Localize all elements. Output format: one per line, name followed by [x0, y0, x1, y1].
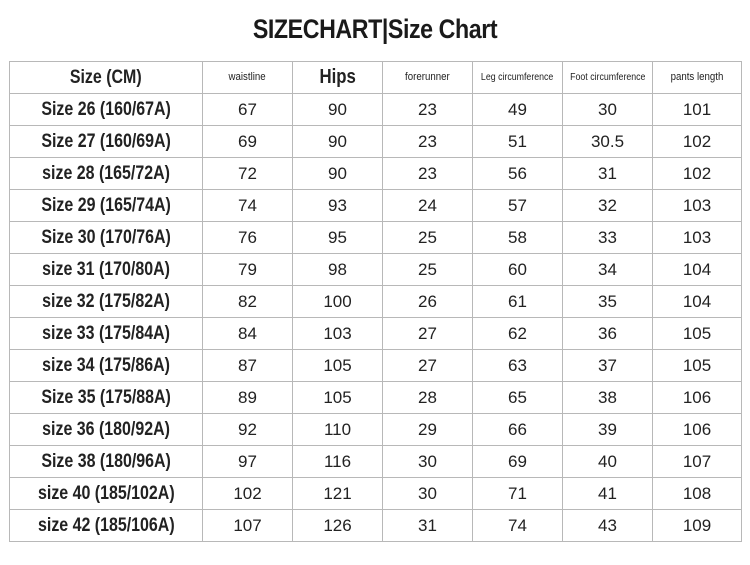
cell-waistline: 82: [203, 286, 293, 318]
cell-hips: 110: [293, 414, 383, 446]
table-row: [10, 222, 742, 254]
cell-forerunner: 26: [383, 286, 473, 318]
table-row: [10, 478, 742, 510]
cell-leg-circumference: 57: [473, 190, 563, 222]
table-body: [10, 94, 742, 542]
cell-forerunner: 27: [383, 350, 473, 382]
cell-size: size 31 (170/80A): [10, 254, 203, 286]
table-row: [10, 254, 742, 286]
cell-foot-circumference: 33: [563, 222, 653, 254]
cell-waistline: 97: [203, 446, 293, 478]
table-row: [10, 350, 742, 382]
cell-pants-length: 108: [653, 478, 742, 510]
cell-size: Size 35 (175/88A): [10, 382, 203, 414]
cell-waistline: 84: [203, 318, 293, 350]
cell-pants-length: 101: [653, 94, 742, 126]
cell-foot-circumference: 38: [563, 382, 653, 414]
page-title: SIZECHART|Size Chart: [252, 14, 498, 44]
cell-waistline: 102: [203, 478, 293, 510]
cell-size: size 33 (175/84A): [10, 318, 203, 350]
cell-waistline: 79: [203, 254, 293, 286]
cell-forerunner: 25: [383, 254, 473, 286]
header-waistline: waistline: [203, 62, 293, 94]
header-size: Size (CM): [10, 62, 203, 94]
cell-foot-circumference: 43: [563, 510, 653, 542]
cell-pants-length: 102: [653, 158, 742, 190]
table-row: [10, 446, 742, 478]
cell-leg-circumference: 58: [473, 222, 563, 254]
cell-size: size 36 (180/92A): [10, 414, 203, 446]
table-row: [10, 510, 742, 542]
table-row: [10, 382, 742, 414]
cell-pants-length: 103: [653, 222, 742, 254]
header-hips: Hips: [293, 62, 383, 94]
header-forerunner: forerunner: [383, 62, 473, 94]
cell-foot-circumference: 35: [563, 286, 653, 318]
table-row: [10, 414, 742, 446]
cell-hips: 103: [293, 318, 383, 350]
cell-foot-circumference: 34: [563, 254, 653, 286]
cell-size: size 32 (175/82A): [10, 286, 203, 318]
cell-pants-length: 106: [653, 382, 742, 414]
cell-leg-circumference: 49: [473, 94, 563, 126]
cell-size: Size 29 (165/74A): [10, 190, 203, 222]
header-foot-circumference: Foot circumference: [563, 62, 653, 94]
cell-leg-circumference: 65: [473, 382, 563, 414]
cell-forerunner: 23: [383, 126, 473, 158]
cell-hips: 121: [293, 478, 383, 510]
cell-leg-circumference: 60: [473, 254, 563, 286]
cell-forerunner: 28: [383, 382, 473, 414]
cell-pants-length: 103: [653, 190, 742, 222]
cell-waistline: 92: [203, 414, 293, 446]
cell-leg-circumference: 63: [473, 350, 563, 382]
cell-hips: 116: [293, 446, 383, 478]
table-row: [10, 286, 742, 318]
cell-foot-circumference: 40: [563, 446, 653, 478]
cell-leg-circumference: 62: [473, 318, 563, 350]
header-row: [10, 62, 742, 94]
cell-hips: 93: [293, 190, 383, 222]
table-row: [10, 126, 742, 158]
cell-waistline: 72: [203, 158, 293, 190]
cell-hips: 90: [293, 94, 383, 126]
cell-hips: 105: [293, 382, 383, 414]
cell-size: size 34 (175/86A): [10, 350, 203, 382]
cell-hips: 126: [293, 510, 383, 542]
cell-waistline: 87: [203, 350, 293, 382]
cell-hips: 100: [293, 286, 383, 318]
table-row: [10, 318, 742, 350]
cell-waistline: 69: [203, 126, 293, 158]
cell-forerunner: 30: [383, 446, 473, 478]
cell-waistline: 67: [203, 94, 293, 126]
cell-pants-length: 109: [653, 510, 742, 542]
cell-size: Size 26 (160/67A): [10, 94, 203, 126]
cell-foot-circumference: 39: [563, 414, 653, 446]
header-pants-length: pants length: [653, 62, 742, 94]
table-row: [10, 158, 742, 190]
cell-forerunner: 23: [383, 158, 473, 190]
cell-pants-length: 105: [653, 318, 742, 350]
cell-waistline: 89: [203, 382, 293, 414]
size-chart-table: [9, 61, 742, 542]
cell-leg-circumference: 56: [473, 158, 563, 190]
cell-foot-circumference: 32: [563, 190, 653, 222]
cell-pants-length: 106: [653, 414, 742, 446]
table-row: [10, 94, 742, 126]
cell-pants-length: 107: [653, 446, 742, 478]
cell-foot-circumference: 30.5: [563, 126, 653, 158]
cell-leg-circumference: 69: [473, 446, 563, 478]
cell-waistline: 107: [203, 510, 293, 542]
header-leg-circumference: Leg circumference: [473, 62, 563, 94]
cell-pants-length: 105: [653, 350, 742, 382]
cell-foot-circumference: 30: [563, 94, 653, 126]
cell-forerunner: 27: [383, 318, 473, 350]
cell-size: Size 38 (180/96A): [10, 446, 203, 478]
cell-forerunner: 29: [383, 414, 473, 446]
cell-size: size 42 (185/106A): [10, 510, 203, 542]
cell-leg-circumference: 71: [473, 478, 563, 510]
cell-hips: 98: [293, 254, 383, 286]
cell-hips: 95: [293, 222, 383, 254]
cell-waistline: 76: [203, 222, 293, 254]
cell-foot-circumference: 41: [563, 478, 653, 510]
cell-forerunner: 24: [383, 190, 473, 222]
cell-leg-circumference: 66: [473, 414, 563, 446]
cell-leg-circumference: 51: [473, 126, 563, 158]
cell-size: Size 27 (160/69A): [10, 126, 203, 158]
cell-pants-length: 102: [653, 126, 742, 158]
cell-size: size 28 (165/72A): [10, 158, 203, 190]
cell-foot-circumference: 37: [563, 350, 653, 382]
cell-foot-circumference: 36: [563, 318, 653, 350]
cell-leg-circumference: 74: [473, 510, 563, 542]
cell-forerunner: 31: [383, 510, 473, 542]
cell-hips: 105: [293, 350, 383, 382]
cell-pants-length: 104: [653, 254, 742, 286]
cell-foot-circumference: 31: [563, 158, 653, 190]
cell-waistline: 74: [203, 190, 293, 222]
cell-forerunner: 23: [383, 94, 473, 126]
table-row: [10, 190, 742, 222]
cell-leg-circumference: 61: [473, 286, 563, 318]
cell-size: size 40 (185/102A): [10, 478, 203, 510]
cell-pants-length: 104: [653, 286, 742, 318]
cell-forerunner: 30: [383, 478, 473, 510]
cell-hips: 90: [293, 158, 383, 190]
cell-hips: 90: [293, 126, 383, 158]
cell-size: Size 30 (170/76A): [10, 222, 203, 254]
cell-forerunner: 25: [383, 222, 473, 254]
